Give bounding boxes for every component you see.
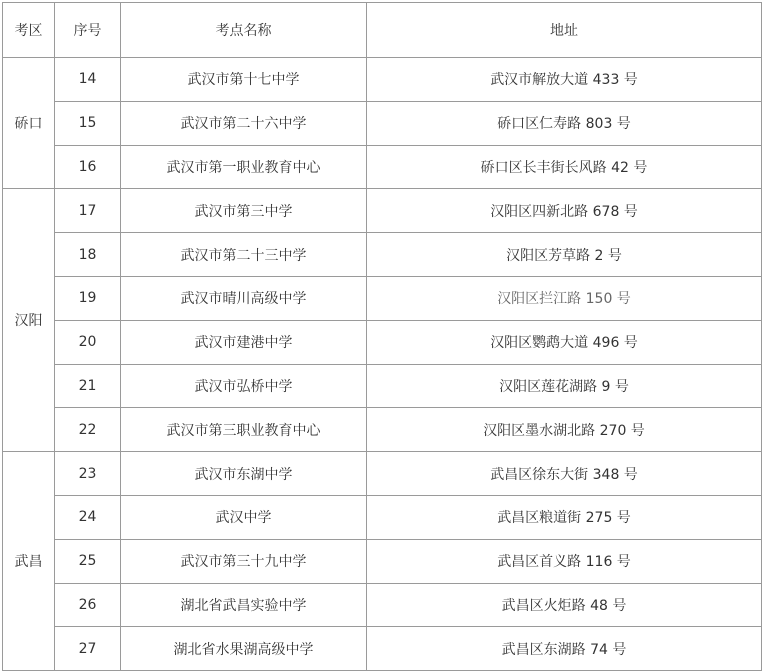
address-cell: 汉阳区鹦鹉大道 496 号 (367, 320, 762, 364)
exam-site-table (2, 2, 762, 671)
address-cell: 硚口区仁寿路 803 号 (367, 101, 762, 145)
seq-cell: 24 (55, 495, 121, 539)
seq-cell: 21 (55, 364, 121, 408)
address-cell: 汉阳区拦江路 150 号 (367, 276, 762, 320)
site-name-cell: 湖北省武昌实验中学 (121, 583, 367, 627)
address-cell: 武昌区徐东大街 348 号 (367, 452, 762, 496)
address-cell: 汉阳区芳草路 2 号 (367, 233, 762, 277)
address-cell: 武昌区首义路 116 号 (367, 539, 762, 583)
site-name-cell: 武汉市第二十三中学 (121, 233, 367, 277)
table-row (3, 452, 762, 496)
seq-cell: 27 (55, 627, 121, 671)
address-cell: 武昌区粮道街 275 号 (367, 495, 762, 539)
header-site-name: 考点名称 (121, 3, 367, 58)
site-name-cell: 武汉市第二十六中学 (121, 101, 367, 145)
header-address: 地址 (367, 3, 762, 58)
seq-cell: 14 (55, 58, 121, 102)
table-row (3, 189, 762, 233)
table-row (3, 320, 762, 364)
address-cell: 汉阳区莲花湖路 9 号 (367, 364, 762, 408)
site-name-cell: 武汉市第一职业教育中心 (121, 145, 367, 189)
header-seq: 序号 (55, 3, 121, 58)
address-cell: 武昌区火炬路 48 号 (367, 583, 762, 627)
table-row (3, 233, 762, 277)
table-header-row (3, 3, 762, 58)
site-name-cell: 武汉市弘桥中学 (121, 364, 367, 408)
table-row (3, 364, 762, 408)
site-name-cell: 武汉市第十七中学 (121, 58, 367, 102)
table-row (3, 583, 762, 627)
seq-cell: 23 (55, 452, 121, 496)
site-name-cell: 武汉市建港中学 (121, 320, 367, 364)
address-cell: 武昌区东湖路 74 号 (367, 627, 762, 671)
site-name-cell: 湖北省水果湖高级中学 (121, 627, 367, 671)
seq-cell: 22 (55, 408, 121, 452)
seq-cell: 18 (55, 233, 121, 277)
site-name-cell: 武汉市东湖中学 (121, 452, 367, 496)
district-cell: 武昌 (3, 452, 55, 671)
table-row (3, 627, 762, 671)
seq-cell: 25 (55, 539, 121, 583)
seq-cell: 17 (55, 189, 121, 233)
site-name-cell: 武汉中学 (121, 495, 367, 539)
table-row (3, 145, 762, 189)
table-row (3, 276, 762, 320)
district-cell: 汉阳 (3, 189, 55, 452)
site-name-cell: 武汉市第三中学 (121, 189, 367, 233)
table-row (3, 58, 762, 102)
address-cell: 武汉市解放大道 433 号 (367, 58, 762, 102)
site-name-cell: 武汉市第三职业教育中心 (121, 408, 367, 452)
seq-cell: 19 (55, 276, 121, 320)
site-name-cell: 武汉市第三十九中学 (121, 539, 367, 583)
district-cell: 硚口 (3, 58, 55, 189)
seq-cell: 15 (55, 101, 121, 145)
address-cell: 汉阳区墨水湖北路 270 号 (367, 408, 762, 452)
table-row (3, 101, 762, 145)
seq-cell: 26 (55, 583, 121, 627)
header-district: 考区 (3, 3, 55, 58)
address-cell: 汉阳区四新北路 678 号 (367, 189, 762, 233)
table-row (3, 495, 762, 539)
table-row (3, 539, 762, 583)
table-row (3, 408, 762, 452)
seq-cell: 16 (55, 145, 121, 189)
seq-cell: 20 (55, 320, 121, 364)
address-cell: 硚口区长丰街长风路 42 号 (367, 145, 762, 189)
site-name-cell: 武汉市晴川高级中学 (121, 276, 367, 320)
